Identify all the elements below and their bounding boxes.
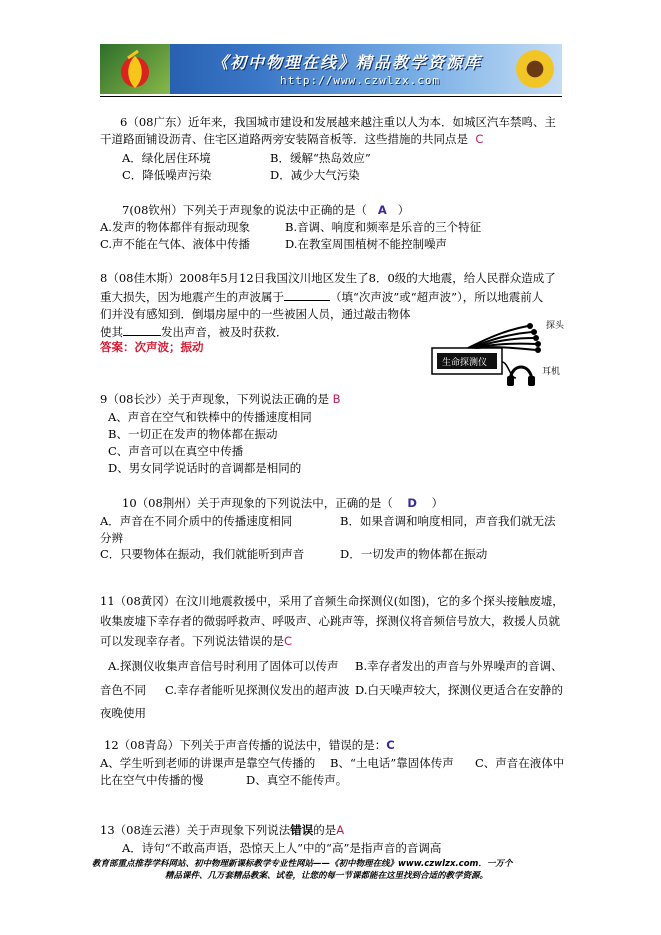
q6-option-d: D．减少大气污染 bbox=[270, 168, 360, 182]
q7-option-a: A.发声的物体都伴有振动现象 bbox=[100, 220, 250, 234]
q6-stem-line2: 干道路面铺设沥青、住宅区道路两旁安装隔音板等．这些措施的共同点是 C bbox=[100, 132, 484, 146]
q11-stem-line2: 收集废墟下幸存者的微弱呼救声、呼吸声、心跳声等，探测仪将音频信号放大，救援人员就 bbox=[100, 614, 560, 628]
q10-option-a: A．声音在不同介质中的传播速度相同 bbox=[100, 514, 293, 528]
q8-stem-line1: 8（08佳木斯）2008年5月12日我国汶川地区发生了8．0级的大地震，给人民群众造成了 bbox=[100, 271, 556, 285]
q9-option-c: C、声音可以在真空中传播 bbox=[108, 444, 244, 458]
q10-option-b-cont: 分辨 bbox=[100, 531, 123, 545]
q7-option-b: B.音调、响度和频率是乐音的三个特征 bbox=[285, 220, 482, 234]
q13-option-a: A．诗句“不敢高声语，恐惊天上人”中的“高”是指声音的音调高 bbox=[122, 841, 442, 855]
q12-option-a: A、学生听到老师的讲课声是靠空气传播的 bbox=[100, 756, 316, 770]
q8-answer: 答案：次声波；振动 bbox=[100, 340, 204, 354]
q9-answer: B bbox=[332, 392, 341, 406]
q10-option-b: B．如果音调和响度相同，声音我们就无法 bbox=[340, 514, 556, 528]
q13-stem: 13（08连云港）关于声现象下列说法错误的是A bbox=[100, 823, 345, 837]
q7-answer: A bbox=[377, 203, 387, 217]
q6-stem-line1: 6（08广东）近年来，我国城市建设和发展越来越注重以人为本．如城区汽车禁鸣、主 bbox=[120, 115, 556, 129]
probe-label: 探头 bbox=[546, 321, 565, 331]
q10-option-d: D．一切发声的物体都在振动 bbox=[340, 547, 488, 561]
earphone-label: 耳机 bbox=[542, 367, 561, 377]
q12-option-b: B、“土电话”靠固体传声 bbox=[330, 756, 454, 770]
q9-stem: 9（08长沙）关于声现象，下列说法正确的是 B bbox=[100, 392, 341, 406]
q9-option-d: D、男女同学说话时的音调都是相同的 bbox=[108, 461, 302, 475]
q12-stem: 12（08青岛）下列关于声音传播的说法中，错误的是：C bbox=[104, 738, 395, 752]
q13-answer: A bbox=[336, 823, 345, 837]
q11-option-d: D.白天噪声较大，探测仪更适合在安静的 bbox=[355, 683, 563, 697]
q11-stem-line3: 可以发现幸存者。下列说法错误的是C bbox=[100, 634, 293, 648]
q7-option-c: C.声不能在气体、液体中传播 bbox=[100, 237, 251, 251]
q8-stem-line3: 们并没有感知到．倒塌房屋中的一些被困人员，通过敲击物体 bbox=[100, 307, 411, 321]
q8-blank-1[interactable] bbox=[284, 288, 330, 301]
header-banner bbox=[100, 44, 562, 94]
site-url[interactable]: http://www.czwlzx.com bbox=[280, 74, 441, 87]
q11-option-a: A.探测仪收集声音信号时利用了固体可以传声 bbox=[108, 659, 339, 673]
q10-stem: 10（08荆州）关于声现象的下列说法中，正确的是（ D ） bbox=[122, 496, 444, 510]
q8-blank-2[interactable] bbox=[123, 323, 161, 336]
q8-stem-line2: 重大损失，因为地震产生的声波属于 （填“次声波”或“超声波”），所以地震前人 bbox=[100, 290, 544, 304]
q6-answer: C bbox=[475, 132, 484, 146]
q12-option-c: C、声音在液体中 bbox=[475, 756, 565, 770]
q12-answer: C bbox=[386, 738, 395, 752]
q9-option-a: A、声音在空气和铁棒中的传播速度相同 bbox=[108, 410, 312, 424]
q13-emphasis: 错误 bbox=[290, 823, 314, 837]
q6-option-a: A．绿化居住环境 bbox=[122, 151, 211, 165]
q12-option-c-cont: 比在空气中传播的慢 bbox=[100, 773, 204, 787]
device-label: 生命探测仪 bbox=[442, 358, 488, 368]
q9-option-b: B、一切正在发声的物体都在振动 bbox=[108, 427, 278, 441]
q11-stem-line1: 11（08黄冈）在汶川地震救援中，采用了音频生命探测仪(如图)，它的多个探头接触废墟， bbox=[100, 594, 564, 608]
q11-option-b: B.幸存者发出的声音与外界噪声的音调、 bbox=[355, 659, 563, 673]
q8-stem-line4: 使其 发出声音，被及时获救． bbox=[100, 325, 288, 339]
site-logo bbox=[100, 44, 170, 94]
q12-option-d: D、真空不能传声。 bbox=[246, 773, 348, 787]
header-divider bbox=[100, 96, 562, 97]
q10-answer: D bbox=[407, 496, 417, 510]
q11-option-b-cont: 音色不同 bbox=[100, 683, 146, 697]
q7-stem: 7(08钦州）下列关于声现象的说法中正确的是（ A ） bbox=[122, 203, 410, 217]
q11-option-c: C.幸存者能听见探测仪发出的超声波 bbox=[165, 683, 350, 697]
footer-line2: 精品课件、几万套精品教案、试卷，让您的每一节课都能在这里找到合适的教学资源。 bbox=[165, 871, 489, 881]
q10-option-c: C．只要物体在振动，我们就能听到声音 bbox=[100, 547, 305, 561]
q6-option-b: B．缓解“热岛效应” bbox=[270, 151, 371, 165]
q6-option-c: C．降低噪声污染 bbox=[122, 168, 212, 182]
sunflower-icon bbox=[516, 50, 554, 88]
footer-line1: 教育部重点推荐学科网站、初中物理新课标教学专业性网站——《初中物理在线》www.czwlzx.com．一万个 bbox=[92, 859, 513, 869]
site-title: 《初中物理在线》精品教学资源库 bbox=[212, 53, 483, 72]
q11-answer: C bbox=[284, 634, 293, 648]
q7-option-d: D.在教室周围植树不能控制噪声 bbox=[285, 237, 447, 251]
q11-option-d-cont: 夜晚使用 bbox=[100, 706, 146, 720]
life-detector-figure bbox=[428, 318, 578, 390]
